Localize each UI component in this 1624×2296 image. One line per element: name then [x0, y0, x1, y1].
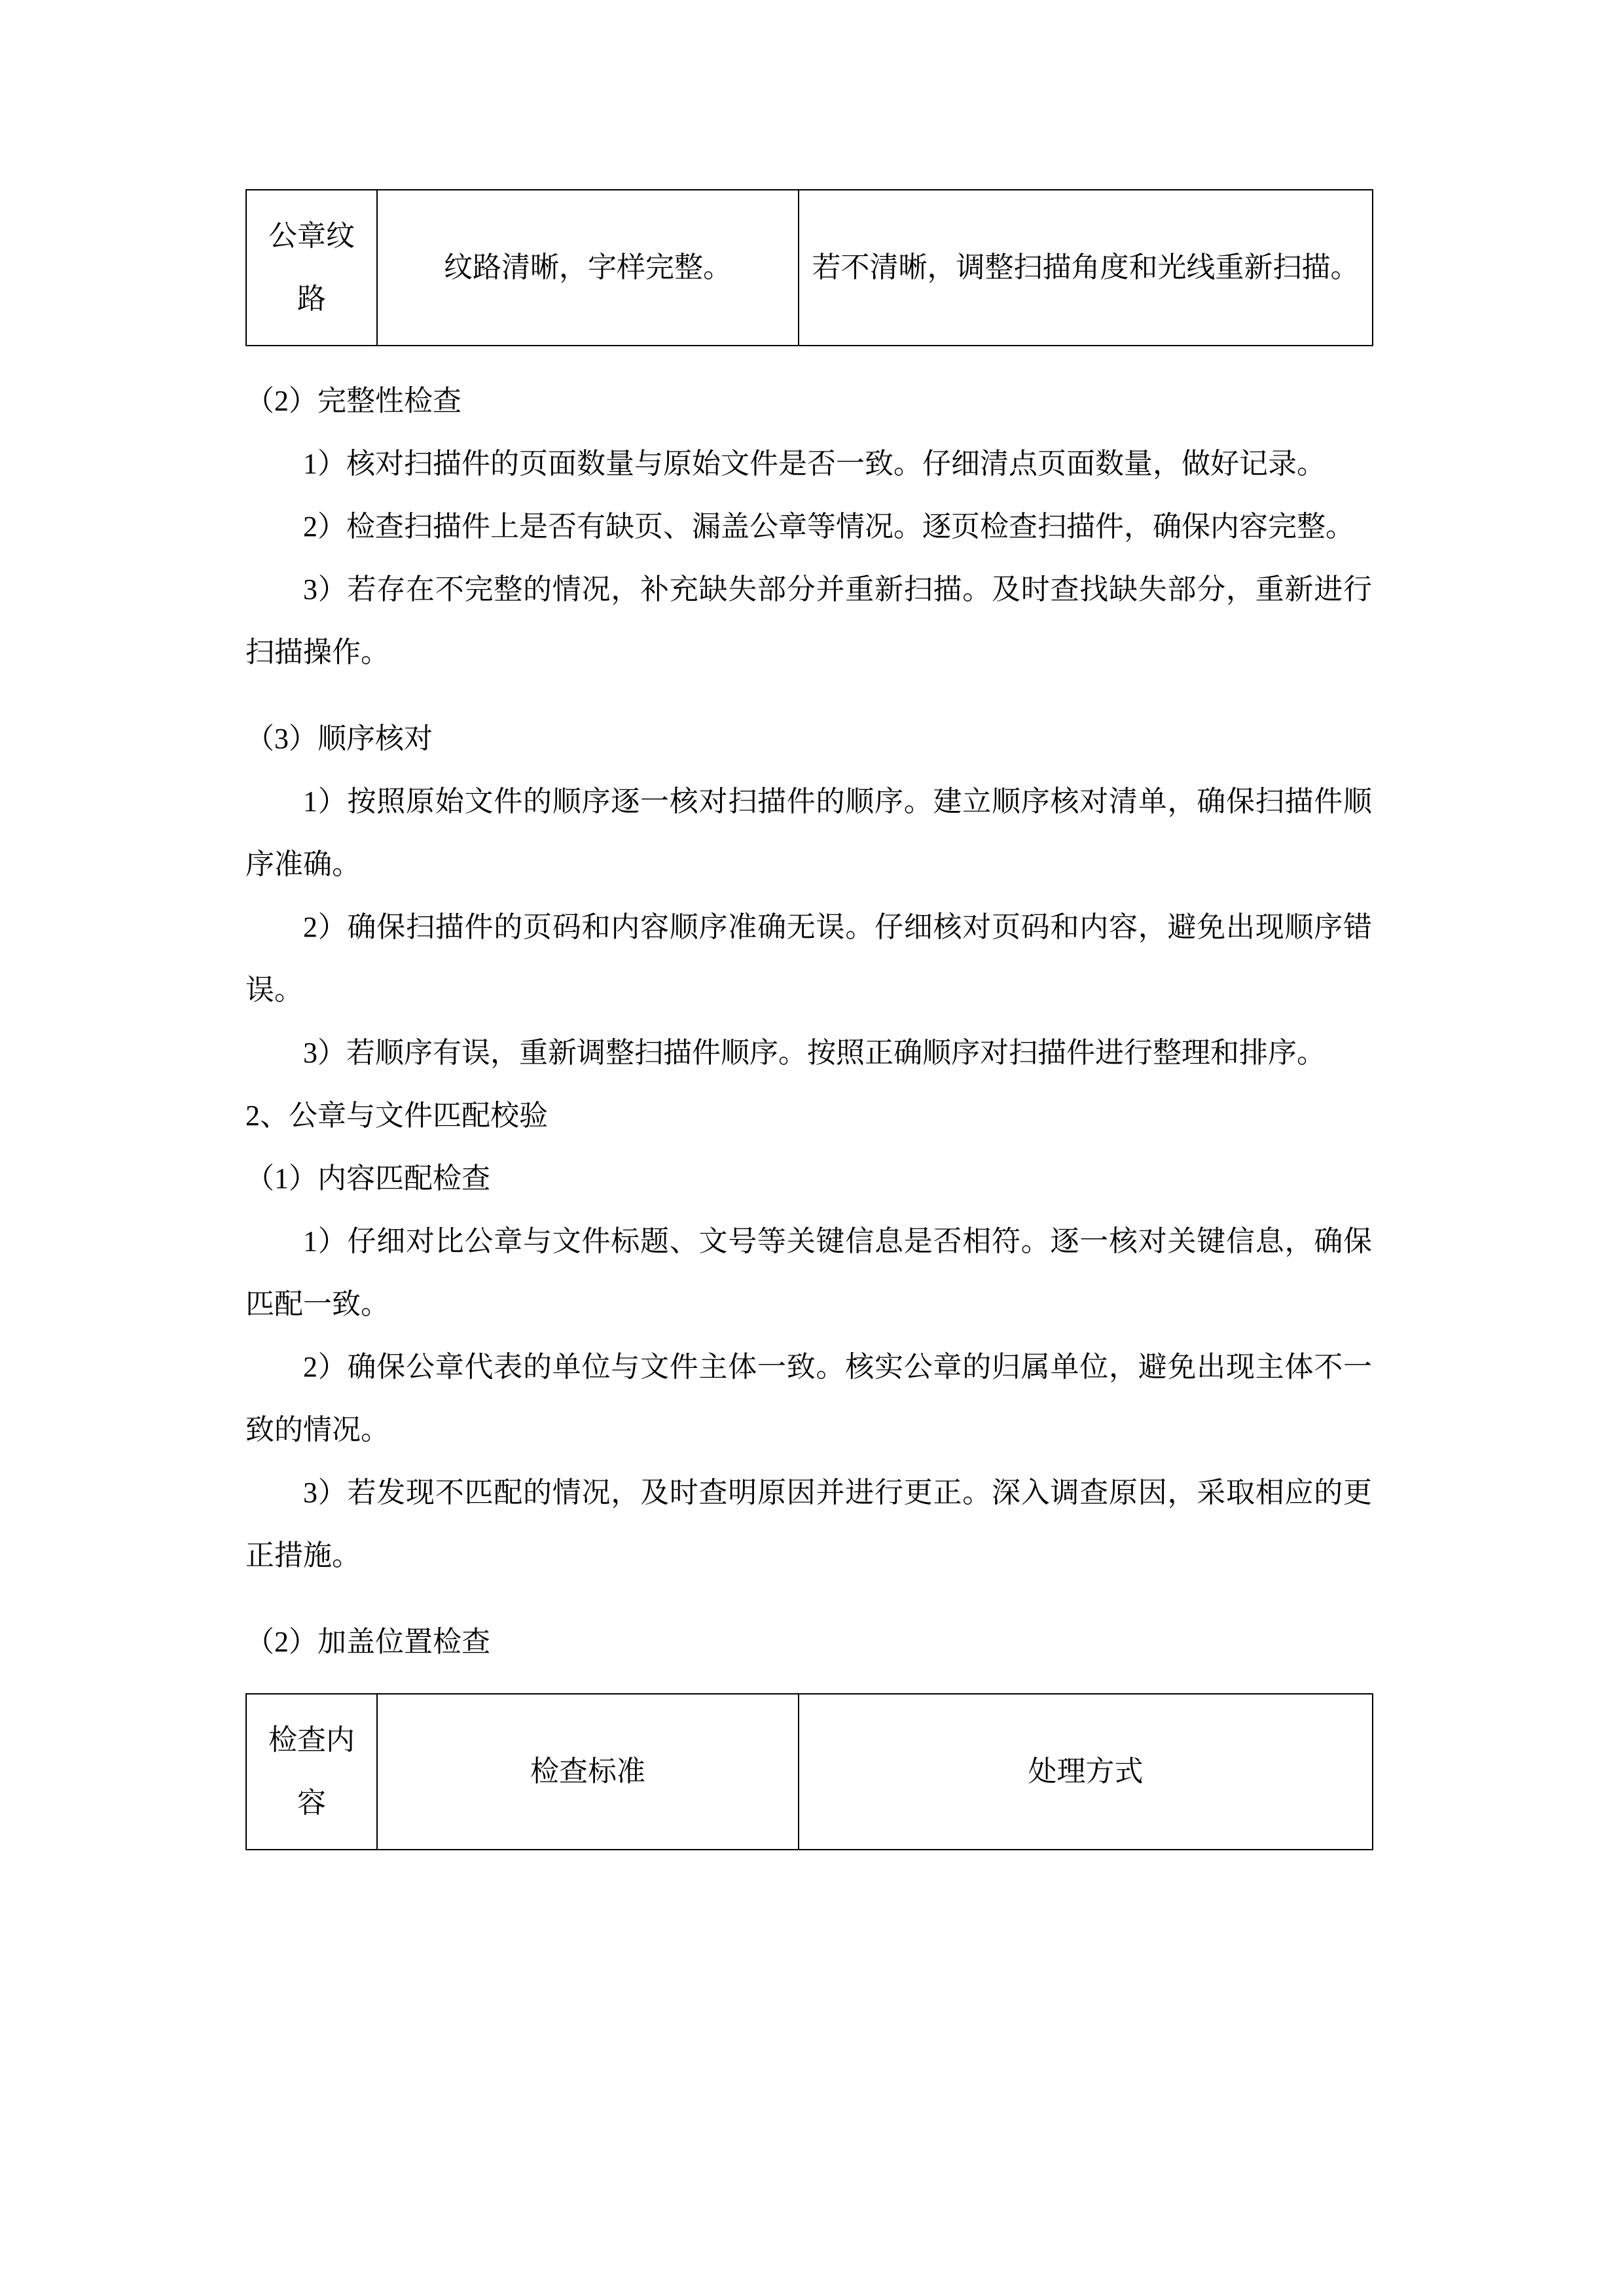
section-heading: 2、公章与文件匹配校验 [245, 1100, 548, 1132]
body-paragraph: 1）仔细对比公章与文件标题、文号等关键信息是否相符。逐一核对关键信息，确保匹配一致。 [245, 1225, 1372, 1320]
body-paragraph: 2）确保扫描件的页码和内容顺序准确无误。仔细核对页码和内容，避免出现顺序错误。 [245, 911, 1372, 1006]
body-paragraph: 1）核对扫描件的页面数量与原始文件是否一致。仔细清点页面数量，做好记录。 [303, 448, 1326, 480]
table-header-row [246, 1694, 1373, 1850]
body-paragraph: 3）若存在不完整的情况，补充缺失部分并重新扫描。及时查找缺失部分，重新进行扫描操作。 [245, 573, 1372, 668]
table-header-check-item: 检查内容 [246, 1694, 377, 1850]
seal-texture-table [245, 189, 1373, 346]
table-row [246, 190, 1373, 346]
section-heading: （3）顺序核对 [245, 723, 433, 755]
section-heading: （2）加盖位置检查 [245, 1626, 490, 1658]
body-paragraph: 2）确保公章代表的单位与文件主体一致。核实公章的归属单位，避免出现主体不一致的情况。 [245, 1351, 1372, 1446]
section-heading: （2）完整性检查 [245, 385, 461, 417]
seal-position-table [245, 1693, 1373, 1850]
table-header-check-standard: 检查标准 [377, 1694, 799, 1850]
table-cell-check-item: 公章纹路 [246, 190, 377, 346]
body-paragraph: 3）若顺序有误，重新调整扫描件顺序。按照正确顺序对扫描件进行整理和排序。 [303, 1037, 1326, 1069]
section-heading: （1）内容匹配检查 [245, 1162, 490, 1194]
body-paragraph: 1）按照原始文件的顺序逐一核对扫描件的顺序。建立顺序核对清单，确保扫描件顺序准确。 [245, 785, 1372, 880]
table-header-handling-method: 处理方式 [799, 1694, 1373, 1850]
body-paragraph: 3）若发现不匹配的情况，及时查明原因并进行更正。深入调查原因，采取相应的更正措施。 [245, 1477, 1372, 1571]
body-paragraph: 2）检查扫描件上是否有缺页、漏盖公章等情况。逐页检查扫描件，确保内容完整。 [303, 511, 1354, 543]
table-cell-handling-method: 若不清晰，调整扫描角度和光线重新扫描。 [799, 190, 1373, 346]
table-cell-check-standard: 纹路清晰，字样完整。 [377, 190, 799, 346]
